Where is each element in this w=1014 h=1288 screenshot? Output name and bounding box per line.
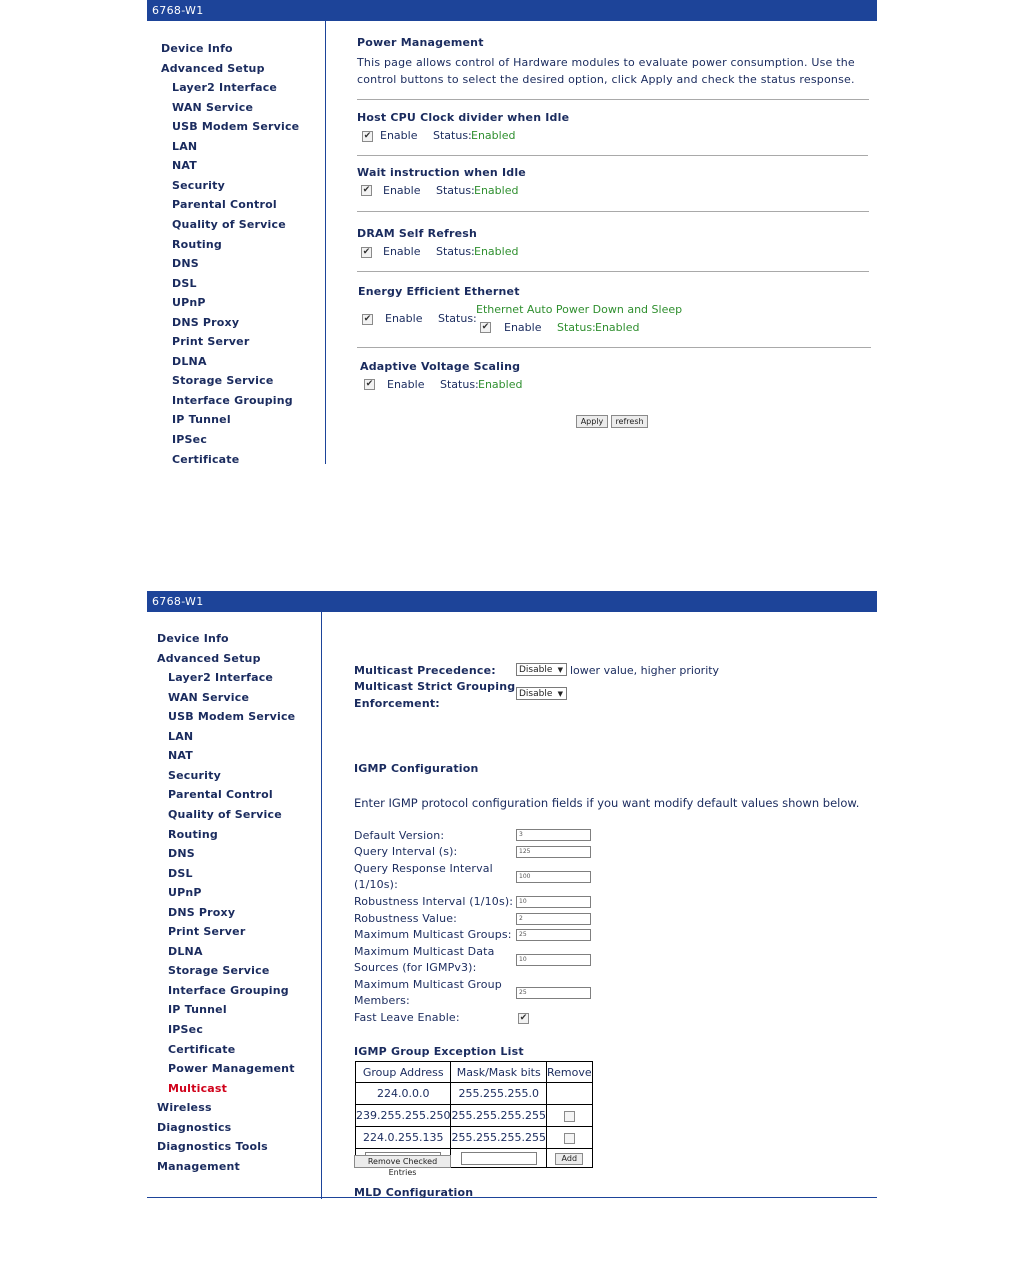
group-address-cell: 239.255.255.250	[356, 1105, 451, 1127]
sidebar-item-usb-modem-service[interactable]: USB Modem Service	[172, 120, 300, 134]
sidebar-item-device-info[interactable]: Device Info	[161, 42, 233, 55]
sidebar-item-ipsec[interactable]: IPSec	[168, 1023, 204, 1036]
remove-cell	[546, 1105, 592, 1127]
remove-checkbox[interactable]	[564, 1133, 575, 1144]
new-mask-cell	[451, 1149, 546, 1168]
sidebar-item-storage-service[interactable]: Storage Service	[172, 374, 274, 388]
sidebar-item-dsl[interactable]: DSL	[172, 276, 197, 290]
group-address-cell: 224.0.0.0	[356, 1083, 451, 1105]
sidebar-item-diagnostics-tools[interactable]: Diagnostics Tools	[157, 1140, 268, 1154]
sidebar-item-multicast[interactable]: Multicast	[168, 1081, 228, 1095]
sidebar-item-dns-proxy[interactable]: DNS Proxy	[172, 315, 240, 329]
default-version-label: Default Version:	[354, 829, 445, 842]
max-multicast-groups-label: Maximum Multicast Groups:	[354, 928, 512, 941]
mask-cell: 255.255.255.255	[451, 1127, 546, 1149]
section-title-host-cpu: Host CPU Clock divider when Idle	[357, 111, 570, 124]
dram-enable-checkbox[interactable]: ✔	[362, 247, 371, 257]
table-row	[356, 1105, 593, 1127]
default-version-input[interactable]: 3	[516, 829, 591, 841]
enable-label: Enable	[380, 129, 418, 142]
apply-button[interactable]: Apply	[576, 415, 608, 428]
multicast-panel	[322, 612, 877, 1199]
exception-list-heading: IGMP Group Exception List	[354, 1045, 524, 1058]
remove-checkbox[interactable]	[564, 1111, 575, 1122]
table-header-row	[356, 1062, 593, 1083]
robustness-interval-label: Robustness Interval (1/10s):	[354, 895, 514, 908]
multicast-screenshot	[147, 591, 877, 1199]
strict-grouping-select[interactable]	[516, 687, 567, 700]
status-value: Enabled	[474, 245, 519, 258]
sidebar-item-dlna[interactable]: DLNA	[168, 944, 203, 958]
sidebar-item-dns-proxy[interactable]: DNS Proxy	[168, 905, 236, 919]
sidebar-item-quality-of-service[interactable]: Quality of Service	[168, 807, 282, 821]
enable-label: Enable	[387, 378, 425, 391]
status-label: Status:	[557, 321, 596, 334]
sidebar-item-wan-service[interactable]: WAN Service	[168, 690, 250, 704]
eee-enable-checkbox[interactable]: ✔	[363, 314, 372, 324]
sidebar-item-power-management[interactable]: Power Management	[168, 1062, 295, 1076]
divider	[357, 271, 869, 272]
sidebar-item-print-server[interactable]: Print Server	[172, 335, 250, 349]
status-label: Status:	[436, 245, 475, 258]
page-title: Power Management	[357, 36, 484, 49]
divider	[357, 99, 869, 100]
host-cpu-enable-checkbox[interactable]: ✔	[363, 131, 372, 141]
status-label: Status:	[438, 312, 477, 325]
sidebar-item-routing[interactable]: Routing	[172, 237, 222, 251]
strict-grouping-label: Multicast Strict Grouping	[354, 680, 516, 693]
sidebar-item-dns[interactable]: DNS	[172, 257, 199, 271]
remove-cell	[546, 1127, 592, 1149]
robustness-value-label: Robustness Value:	[354, 912, 458, 925]
sidebar-item-routing[interactable]: Routing	[168, 827, 218, 841]
sidebar-item-quality-of-service[interactable]: Quality of Service	[172, 217, 286, 231]
sidebar-item-lan[interactable]: LAN	[172, 139, 198, 153]
status-label: Status:	[440, 378, 479, 391]
chevron-down-icon: ▼	[557, 690, 563, 698]
sidebar-nav	[147, 612, 322, 1199]
status-sub-label: Ethernet Auto Power Down and Sleep	[476, 303, 683, 316]
select-value: Disable	[519, 665, 553, 675]
section-title-wait-instruction: Wait instruction when Idle	[357, 166, 526, 179]
remove-checked-entries-button[interactable]: Remove Checked Entries	[354, 1155, 451, 1168]
divider	[357, 347, 871, 348]
query-response-interval-input[interactable]: 100	[516, 871, 591, 883]
sidebar-item-nat[interactable]: NAT	[172, 159, 197, 173]
sidebar-item-dlna[interactable]: DLNA	[172, 354, 207, 368]
sidebar-item-parental-control[interactable]: Parental Control	[168, 788, 273, 802]
status-value: Enabled	[471, 129, 516, 142]
sidebar-item-layer2-interface[interactable]: Layer2 Interface	[168, 671, 274, 685]
sidebar-item-device-info[interactable]: Device Info	[157, 632, 229, 645]
sidebar-item-advanced-setup[interactable]: Advanced Setup	[157, 651, 261, 665]
fast-leave-checkbox[interactable]: ✔	[519, 1013, 528, 1023]
column-header: Mask/Mask bits	[451, 1062, 546, 1083]
new-mask-input[interactable]	[461, 1152, 537, 1165]
sidebar-nav	[147, 21, 326, 464]
section-title-adaptive-voltage-scaling: Adaptive Voltage Scaling	[360, 360, 521, 373]
sidebar-item-management[interactable]: Management	[157, 1159, 240, 1173]
multicast-precedence-label: Multicast Precedence:	[354, 664, 496, 677]
sidebar-item-layer2-interface[interactable]: Layer2 Interface	[172, 81, 278, 95]
mask-cell: 255.255.255.0	[451, 1083, 546, 1105]
sidebar-item-certificate[interactable]: Certificate	[172, 452, 240, 464]
strict-grouping-label-line2: Enforcement:	[354, 697, 440, 710]
add-cell	[546, 1149, 592, 1168]
robustness-interval-input[interactable]: 10	[516, 896, 591, 908]
sidebar-item-print-server[interactable]: Print Server	[168, 925, 246, 939]
sidebar-item-interface-grouping[interactable]: Interface Grouping	[168, 983, 289, 997]
sidebar-item-advanced-setup[interactable]: Advanced Setup	[161, 61, 265, 75]
wait-instruction-enable-checkbox[interactable]: ✔	[362, 185, 371, 195]
table-row	[356, 1083, 593, 1105]
eee-auto-power-down-checkbox[interactable]: ✔	[481, 322, 490, 332]
mask-cell: 255.255.255.255	[451, 1105, 546, 1127]
table-row	[356, 1127, 593, 1149]
divider	[357, 155, 868, 156]
status-value: Enabled	[474, 184, 519, 197]
enable-label: Enable	[383, 184, 421, 197]
max-group-members-input[interactable]: 25	[516, 987, 591, 999]
sidebar-item-usb-modem-service[interactable]: USB Modem Service	[168, 710, 296, 724]
chevron-down-icon: ▼	[557, 666, 563, 674]
remove-cell	[546, 1083, 592, 1105]
section-title-energy-efficient-ethernet: Energy Efficient Ethernet	[358, 285, 520, 298]
column-header: Group Address	[356, 1062, 451, 1083]
precedence-note: lower value, higher priority	[570, 664, 720, 677]
page-description: This page allows control of Hardware modules to evaluate power consumption. Use the control buttons to select the desired option, click Apply and check the status response.	[357, 56, 855, 86]
router-title-bar: 6768-W1	[147, 0, 877, 21]
sidebar-item-nat[interactable]: NAT	[168, 749, 193, 763]
column-header: Remove	[546, 1062, 592, 1083]
sidebar-item-lan[interactable]: LAN	[168, 729, 194, 743]
status-value: Enabled	[595, 321, 640, 334]
igmp-intro-text: Enter IGMP protocol configuration fields if you want modify default values shown below.	[354, 796, 860, 810]
sidebar-item-parental-control[interactable]: Parental Control	[172, 198, 277, 212]
enable-label: Enable	[383, 245, 421, 258]
query-response-interval-label: Query Response Interval (1/10s):	[354, 862, 493, 891]
refresh-button[interactable]: refresh	[611, 415, 648, 428]
sidebar-item-security[interactable]: Security	[172, 178, 225, 192]
robustness-value-input[interactable]: 2	[516, 913, 591, 925]
divider	[357, 211, 869, 212]
router-title-bar: 6768-W1	[147, 591, 877, 612]
sidebar-item-upnp[interactable]: UPnP	[168, 886, 202, 900]
query-interval-input[interactable]: 125	[516, 846, 591, 858]
multicast-precedence-select[interactable]	[516, 663, 567, 676]
max-data-sources-label: Maximum Multicast Data Sources (for IGMPv3):	[354, 945, 495, 974]
status-label: Status:	[433, 129, 472, 142]
select-value: Disable	[519, 689, 553, 699]
sidebar-item-ip-tunnel[interactable]: IP Tunnel	[172, 413, 231, 427]
sidebar-item-wireless[interactable]: Wireless	[157, 1101, 212, 1115]
group-address-cell: 224.0.255.135	[356, 1127, 451, 1149]
section-title-dram-self-refresh: DRAM Self Refresh	[357, 227, 478, 240]
sidebar-item-wan-service[interactable]: WAN Service	[172, 100, 254, 114]
sidebar-item-ipsec[interactable]: IPSec	[172, 433, 208, 446]
sidebar-item-interface-grouping[interactable]: Interface Grouping	[172, 393, 293, 407]
enable-label: Enable	[385, 312, 423, 325]
fast-leave-label: Fast Leave Enable:	[354, 1011, 460, 1024]
query-interval-label: Query Interval (s):	[354, 845, 458, 858]
mld-configuration-heading: MLD Configuration	[354, 1186, 474, 1199]
max-data-sources-input[interactable]: 10	[516, 954, 591, 966]
sidebar-item-dns[interactable]: DNS	[168, 847, 195, 861]
power-management-panel	[326, 21, 877, 464]
igmp-exception-table	[355, 1061, 593, 1168]
status-label: Status:	[436, 184, 475, 197]
enable-label: Enable	[504, 321, 542, 334]
sidebar-item-upnp[interactable]: UPnP	[172, 296, 206, 310]
sidebar-item-security[interactable]: Security	[168, 768, 221, 782]
avs-enable-checkbox[interactable]: ✔	[365, 379, 374, 389]
add-button[interactable]: Add	[555, 1153, 583, 1165]
sidebar-item-dsl[interactable]: DSL	[168, 866, 193, 880]
max-multicast-groups-input[interactable]: 25	[516, 929, 591, 941]
sidebar-item-storage-service[interactable]: Storage Service	[168, 964, 270, 978]
igmp-configuration-heading: IGMP Configuration	[354, 762, 479, 775]
sidebar-item-certificate[interactable]: Certificate	[168, 1042, 236, 1056]
max-group-members-label: Maximum Multicast Group Members:	[354, 978, 502, 1007]
power-management-screenshot	[147, 0, 877, 464]
status-value: Enabled	[478, 378, 523, 391]
bottom-border	[147, 1197, 877, 1198]
sidebar-item-diagnostics[interactable]: Diagnostics	[157, 1120, 232, 1134]
sidebar-item-ip-tunnel[interactable]: IP Tunnel	[168, 1003, 227, 1017]
